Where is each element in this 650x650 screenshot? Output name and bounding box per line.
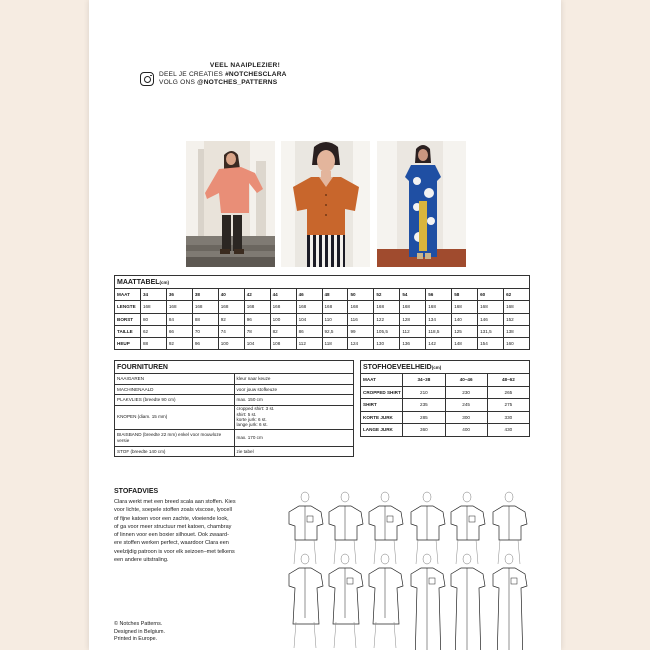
dress-drawing <box>451 568 485 650</box>
size-cell: 34 <box>140 289 166 301</box>
size-cell: 66 <box>166 325 192 337</box>
size-cell: 146 <box>478 313 504 325</box>
size-cell: 88 <box>192 313 218 325</box>
size-cell: 136 <box>400 338 426 350</box>
figure-legs <box>334 540 356 564</box>
table-row: PLAKVLIES (breedte 90 cm) max. 150 cm <box>115 395 354 406</box>
fabric-quantity-table <box>360 360 530 437</box>
table-row: SHIRT 235 245 275 <box>361 399 530 412</box>
fabric-advice-text: Clara werkt met een breed scala aan stoffen. Kies voor lichte, soepele stoffen zoals viscose, lyocell of fijne katoen voor een zachte, vloeiende look, of ga voor meer structuur met katoen, chambray of linnen voor een boxier silhouet. Ook zwaard- ere stoffen werken perfect, waardoor Clara een veelzijdig patroon is voor elk seizoen–met telkens een andere uitstraling. <box>114 499 236 564</box>
dress-drawing <box>329 568 363 624</box>
size-cell: 92,5 <box>322 325 348 337</box>
size-cell: 168 <box>452 301 478 313</box>
follow-line: VOLG ONS @NOTCHES_PATTERNS <box>159 79 278 87</box>
header-title: VEEL NAAIPLEZIER! <box>209 62 281 69</box>
size-cell: 99 <box>348 325 374 337</box>
table-row: KORTE JURK 285 300 330 <box>361 411 530 424</box>
figure-head <box>505 492 513 502</box>
table-row <box>115 338 530 350</box>
size-cell: 138 <box>504 325 530 337</box>
figure-legs <box>456 540 478 564</box>
size-cell: 50 <box>348 289 374 301</box>
figure-head <box>381 554 389 564</box>
size-cell: 131,5 <box>478 325 504 337</box>
size-cell: 118 <box>322 338 348 350</box>
size-cell: 88 <box>140 338 166 350</box>
size-cell: 116 <box>348 313 374 325</box>
size-cell: 168 <box>478 301 504 313</box>
table-row: CROPPED SHIRT 210 230 265 <box>361 386 530 399</box>
fabric-advice <box>114 488 279 564</box>
size-cell: 142 <box>426 338 452 350</box>
size-cell: 124 <box>348 338 374 350</box>
size-cell: 100 <box>270 313 296 325</box>
size-cell: 74 <box>218 325 244 337</box>
size-cell: 36 <box>166 289 192 301</box>
size-cell: 86 <box>296 325 322 337</box>
size-cell: 92 <box>218 313 244 325</box>
size-cell: 112 <box>400 325 426 337</box>
table-row: NAAIGAREN kleur naar keuze <box>115 374 354 385</box>
size-cell: 96 <box>192 338 218 350</box>
figure-legs <box>334 622 356 648</box>
figure-head <box>341 554 349 564</box>
figure-legs <box>416 540 438 564</box>
size-cell: 134 <box>426 313 452 325</box>
photo-pink-shirt <box>186 141 275 267</box>
size-cell: 58 <box>452 289 478 301</box>
figure-head <box>463 492 471 502</box>
photo-blue-dress <box>377 141 466 267</box>
size-cell: 46 <box>296 289 322 301</box>
copyright: © Notches Patterns. Designed in Belgium. Printed in Europe. <box>114 621 165 642</box>
size-cell: 168 <box>166 301 192 313</box>
size-cell: 168 <box>504 301 530 313</box>
figure-head <box>505 554 513 564</box>
size-cell: 92 <box>166 338 192 350</box>
fabric-advice-title: STOFADVIES <box>114 488 159 495</box>
table-row <box>115 289 530 301</box>
size-cell: 168 <box>192 301 218 313</box>
supplies-title: FOURNITUREN <box>115 361 354 374</box>
size-cell: 56 <box>426 289 452 301</box>
size-cell: 118,5 <box>426 325 452 337</box>
size-cell: 40 <box>218 289 244 301</box>
size-cell: 152 <box>504 313 530 325</box>
size-cell: 168 <box>244 301 270 313</box>
figure-legs <box>294 622 316 648</box>
figure-head <box>463 554 471 564</box>
size-cell: 48 <box>322 289 348 301</box>
cropped-shirt-drawing <box>411 506 445 540</box>
figure-legs <box>294 540 316 564</box>
dress-drawing <box>411 568 445 650</box>
size-cell: 168 <box>426 301 452 313</box>
table-row <box>115 301 530 313</box>
table-row: KNOPEN (diam. 15 mm) cropped shirt: 3 st. shirt: 5 st. korte jurk: 6 st. lange jurk: 6 st. <box>115 405 354 429</box>
size-cell: 168 <box>140 301 166 313</box>
table-row: STOF (breedte 140 cm) zie tabel <box>115 446 354 457</box>
size-cell: 108 <box>270 338 296 350</box>
size-cell: 168 <box>374 301 400 313</box>
share-line: DEEL JE CREATIES #NOTCHESCLARA <box>159 71 287 78</box>
size-cell: 60 <box>478 289 504 301</box>
size-cell: 84 <box>166 313 192 325</box>
instagram-icon <box>140 72 154 86</box>
size-cell: 104 <box>244 338 270 350</box>
cropped-shirt-drawing <box>329 506 363 540</box>
supplies-table <box>114 360 354 457</box>
size-row-label: LENGTE <box>115 301 141 313</box>
size-table <box>114 275 530 350</box>
size-cell: 42 <box>244 289 270 301</box>
size-cell: 38 <box>192 289 218 301</box>
figure-legs <box>374 622 396 648</box>
cropped-shirt-drawing <box>451 506 485 540</box>
size-cell: 112 <box>296 338 322 350</box>
size-cell: 168 <box>322 301 348 313</box>
figure-head <box>301 492 309 502</box>
hashtag: #NOTCHESCLARA <box>225 71 287 78</box>
size-cell: 100 <box>218 338 244 350</box>
figure-legs <box>374 540 396 564</box>
cropped-shirt-drawing <box>289 506 323 540</box>
size-cell: 62 <box>140 325 166 337</box>
size-cell: 62 <box>504 289 530 301</box>
handle: @NOTCHES_PATTERNS <box>197 79 278 87</box>
dress-drawing <box>493 568 527 650</box>
size-cell: 96 <box>244 313 270 325</box>
technical-drawings <box>287 488 532 650</box>
size-cell: 130 <box>374 338 400 350</box>
figure-head <box>381 492 389 502</box>
header <box>140 62 350 88</box>
photo-orange-shirt <box>281 141 370 267</box>
size-cell: 168 <box>218 301 244 313</box>
table-row: MAAT 34–38 40–46 48–62 <box>361 374 530 387</box>
size-cell: 78 <box>244 325 270 337</box>
table-row: BIAISBAND (breedte 22 mm) enkel voor mouwloze versie max. 170 cm <box>115 429 354 446</box>
size-cell: 52 <box>374 289 400 301</box>
size-cell: 140 <box>452 313 478 325</box>
size-cell: 80 <box>140 313 166 325</box>
fabric-quantity-title: STOFHOEVEELHEID(cm) <box>361 361 530 374</box>
size-cell: 154 <box>478 338 504 350</box>
size-cell: 82 <box>270 325 296 337</box>
size-cell: 105,5 <box>374 325 400 337</box>
size-cell: 110 <box>322 313 348 325</box>
size-cell: 168 <box>348 301 374 313</box>
size-row-label: MAAT <box>115 289 141 301</box>
size-cell: 160 <box>504 338 530 350</box>
size-row-label: BORST <box>115 313 141 325</box>
size-cell: 148 <box>452 338 478 350</box>
size-cell: 168 <box>400 301 426 313</box>
size-cell: 125 <box>452 325 478 337</box>
size-cell: 44 <box>270 289 296 301</box>
figure-head <box>301 554 309 564</box>
size-cell: 128 <box>400 313 426 325</box>
figure-head <box>423 492 431 502</box>
size-table-title: MAATTABEL(cm) <box>115 276 530 289</box>
figure-head <box>423 554 431 564</box>
size-cell: 168 <box>270 301 296 313</box>
size-cell: 122 <box>374 313 400 325</box>
dress-drawing <box>369 568 403 624</box>
dress-drawing <box>289 568 323 624</box>
table-row: MACHINENAALD voor jouw stofkeuze <box>115 384 354 395</box>
figure-legs <box>498 540 520 564</box>
cropped-shirt-drawing <box>493 506 527 540</box>
table-row <box>115 325 530 337</box>
size-cell: 168 <box>296 301 322 313</box>
cropped-shirt-drawing <box>369 506 403 540</box>
figure-head <box>341 492 349 502</box>
size-cell: 54 <box>400 289 426 301</box>
size-row-label: TAILLE <box>115 325 141 337</box>
table-row: LANGE JURK 360 400 430 <box>361 424 530 437</box>
size-row-label: HEUP <box>115 338 141 350</box>
size-cell: 70 <box>192 325 218 337</box>
table-row <box>115 313 530 325</box>
size-cell: 104 <box>296 313 322 325</box>
